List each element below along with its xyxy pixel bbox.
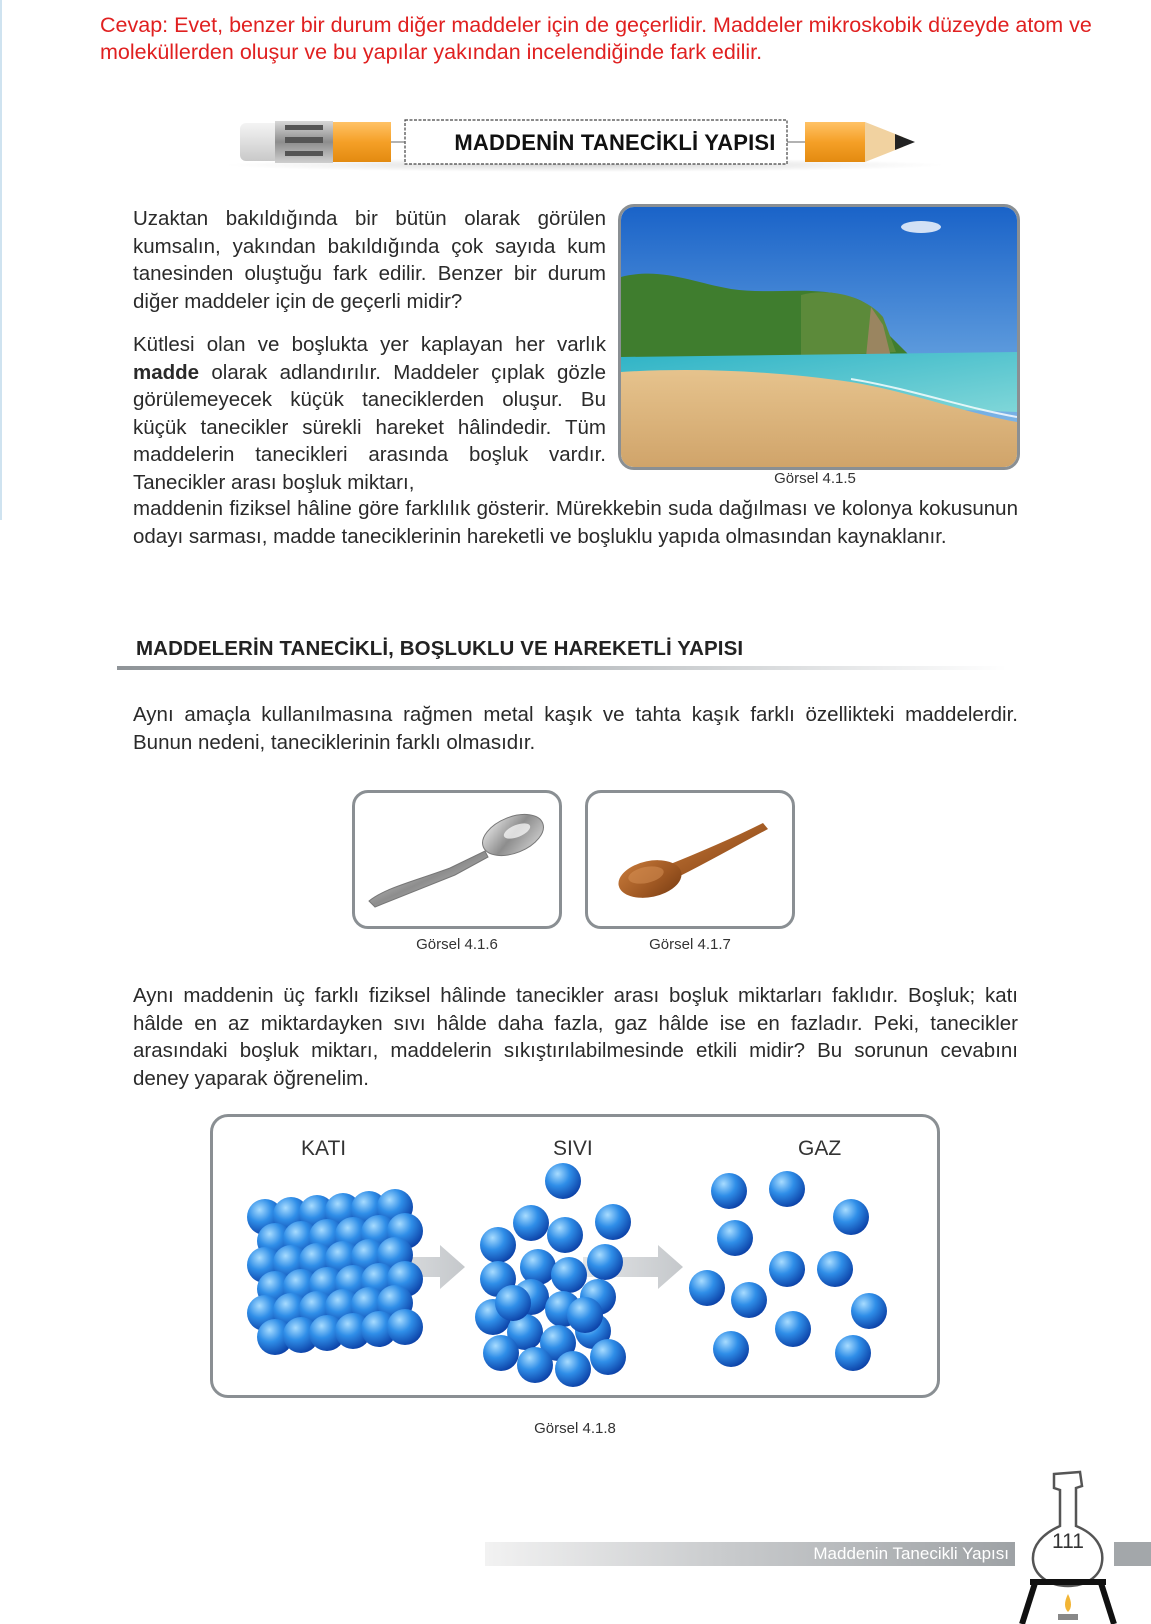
gas-particle <box>713 1331 749 1367</box>
liquid-particle <box>520 1249 556 1285</box>
wooden-spoon-photo <box>585 790 795 929</box>
states-of-matter-diagram <box>210 1114 940 1398</box>
liquid-particle <box>495 1285 531 1321</box>
madde-term: madde <box>133 360 200 384</box>
liquid-particle <box>551 1257 587 1293</box>
gas-particle <box>835 1335 871 1371</box>
liquid-particle <box>555 1351 591 1387</box>
liquid-particle <box>567 1297 603 1333</box>
liquid-particle <box>513 1205 549 1241</box>
footer-bar-end <box>1114 1542 1151 1566</box>
footer-chapter-title: Maddenin Tanecikli Yapısı <box>813 1544 1009 1563</box>
page-number: 111 <box>1052 1530 1084 1553</box>
page-edge-line <box>0 0 2 520</box>
liquid-particle <box>590 1339 626 1375</box>
liquid-particle <box>587 1244 623 1280</box>
states-paragraph: Aynı maddenin üç farklı fiziksel hâlinde tanecikler arası boşluk miktarları faklıdır. Boşluk; katı hâlde en az miktardayken sıvı hâlde daha fazla, gaz hâlde ise en fazladır. Peki, tanecikler arasındaki boşluk miktarı, maddelerin sıkıştırılabilmesinde etkili midir? Bu sorunun cevabını deney yaparak öğrenelim. <box>133 984 1018 1090</box>
gas-particle <box>775 1311 811 1347</box>
particle-illustration <box>213 1117 937 1395</box>
gas-particle <box>731 1282 767 1318</box>
metal-spoon-photo <box>352 790 562 929</box>
liquid-particle <box>480 1227 516 1263</box>
caption-wooden-spoon: Görsel 4.1.7 <box>649 936 731 953</box>
caption-states: Görsel 4.1.8 <box>534 1420 616 1437</box>
gas-particle <box>833 1199 869 1235</box>
label-solid: KATI <box>301 1137 347 1160</box>
liquid-particle <box>595 1204 631 1240</box>
intro-paragraph: Uzaktan bakıldığında bir bütün olarak görülen kumsalın, yakından bakıldığında çok sayıda kum tanesinden oluştuğu fark edilir. Benzer bir durum diğer maddeler için de geçerli midir? <box>133 207 606 313</box>
gas-particle <box>817 1251 853 1287</box>
gas-particle <box>711 1173 747 1209</box>
spoon-paragraph: Aynı amaçla kullanılmasına rağmen metal kaşık ve tahta kaşık farklı özellikteki maddelerdir. Bunun nedeni, taneciklerinin farklı olmasıdır. <box>133 703 1018 754</box>
section-divider <box>117 666 1007 670</box>
liquid-particle <box>547 1217 583 1253</box>
gas-particle <box>689 1270 725 1306</box>
section-title: MADDELERİN TANECİKLİ, BOŞLUKLU VE HAREKETLİ YAPISI <box>136 637 744 660</box>
answer-text: Cevap: Evet, benzer bir durum diğer maddeler için de geçerlidir. Maddeler mikroskobik düzeyde atom ve moleküllerden oluşur ve bu yapılar yakından incelendiğinde fark edilir. <box>100 13 1092 64</box>
gas-particle <box>851 1293 887 1329</box>
liquid-particle <box>517 1347 553 1383</box>
liquid-particle <box>545 1163 581 1199</box>
definition-paragraph-continued: maddenin fiziksel hâline göre farklılık gösterir. Mürekkebin suda dağılması ve kolonya kokusunun odayı sarması, madde taneciklerinin hareketli ve boşluklu yapıda olmasından kaynaklanır. <box>133 497 1018 548</box>
gas-particle <box>717 1220 753 1256</box>
caption-metal-spoon: Görsel 4.1.6 <box>416 936 498 953</box>
liquid-particle <box>483 1335 519 1371</box>
caption-beach: Görsel 4.1.5 <box>774 470 856 487</box>
gas-particle <box>769 1171 805 1207</box>
banner-title: MADDENİN TANECİKLİ YAPISI <box>454 130 776 155</box>
label-liquid: SIVI <box>553 1137 593 1160</box>
gas-particle <box>769 1251 805 1287</box>
beach-photo <box>618 204 1020 470</box>
solid-particle <box>387 1309 423 1345</box>
definition-paragraph: Kütlesi olan ve boşlukta yer kaplayan her varlık madde olarak adlandırılır. Maddeler çıplak gözle görülemeyecek küçük taneciklerden oluşur. Bu küçük tanecikler sürekli hareket hâlindedir. Tüm maddelerin tanecikleri arasında boşluk vardır. Tanecikler arası boşluk miktarı, <box>133 333 606 494</box>
label-gas: GAZ <box>798 1137 842 1160</box>
